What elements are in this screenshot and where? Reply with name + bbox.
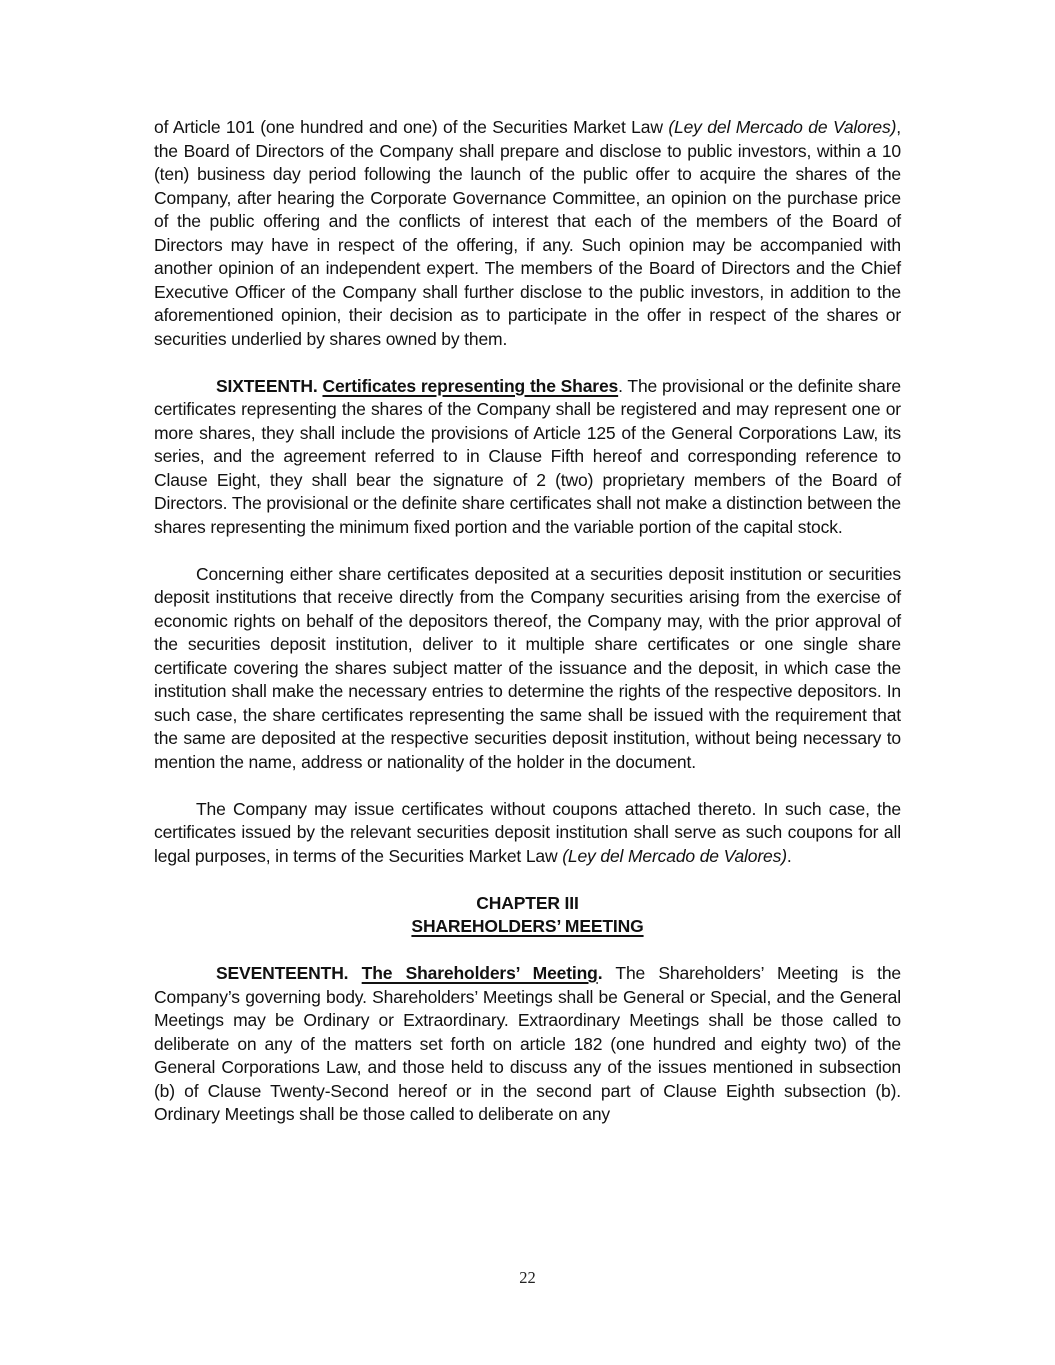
paragraph-text: of Article 101 (one hundred and one) of the Securities Market Law [154, 117, 669, 137]
chapter-heading [154, 892, 901, 939]
clause-title: The Shareholders’ Meeting [361, 963, 598, 983]
clause-number: SEVENTEENTH. [216, 963, 362, 983]
clause-body: . The provisional or the definite share certificates representing the shares of the Company shall be registered and may represent one or more shares, they shall include the provisions of Article 125 of the General Corporations Law, its series, and the agreement referred to in Clause Fifth hereof and corresponding reference to Clause Eight, they shall bear the signature of 2 (two) proprietary members of the Board of Directors. The provisional or the definite share certificates shall not make a distinction between the shares representing the minimum fixed portion and the variable portion of the capital stock. [154, 375, 901, 537]
page-footer [0, 1266, 1055, 1290]
page-number: 22 [519, 1268, 536, 1287]
law-name-italic: (Ley del Mercado de Valores) [562, 845, 787, 866]
chapter-subtitle: SHAREHOLDERS’ MEETING [411, 916, 644, 936]
clause-title-period: . [597, 963, 603, 983]
clause-number: SIXTEENTH. [216, 375, 323, 396]
clause-body: The Shareholders’ Meeting is the Company’s governing body. Shareholders’ Meetings shall be General or Special, and the General Meetings may be Ordinary or Extraordinary. Extraordinary Meetings shall be those called to deliberate on any of the matters set forth on article 182 (one hundred and eighty two) of the General Corporations Law, and those held to discuss any of the issues mentioned in subsection (b) of Clause Twenty-Second hereof or in the second part of Clause Eighth subsection (b). Ordinary Meetings shall be those called to deliberate on any [154, 963, 901, 1124]
paragraph-text: , the Board of Directors of the Company shall prepare and disclose to public investors, within a 10 (ten) business day period following the launch of the public offer to acquire the shares of the Company, after hearing the Corporate Governance Committee, an opinion on the purchase price of the public offering and the conflicts of interest that each of the members of the Board of Directors may have in respect of the offering, if any. Such opinion may be accompanied with another opinion of an independent expert. The members of the Board of Directors and the Chief Executive Officer of the Company shall further disclose to the public investors, in addition to the aforementioned opinion, their decision as to participate in the offer in respect of the shares or securities underlied by shares owned by them. [154, 117, 901, 349]
clause-sixteenth-paragraph [154, 375, 901, 540]
paragraph-text: The Company may issue certificates without coupons attached thereto. In such case, the certificates issued by the relevant securities deposit institution shall serve as such coupons for all legal purposes, in terms of the Securities Market Law [154, 798, 901, 866]
paragraph-text: . [786, 845, 792, 866]
paragraph-deposit-institution [154, 563, 901, 775]
paragraph-text: Concerning either share certificates deposited at a securities deposit institution or securities deposit institutions that receive directly from the Company securities arising from the exercise of economic rights on behalf of the depositors thereof, the Company may, with the prior approval of the securities deposit institution, deliver to it multiple share certificates or one single share certificate covering the shares subject matter of the issuance and the deposit, in which case the institution shall make the necessary entries to determine the rights of the respective depositors. In such case, the share certificates representing the same shall be issued with the requirement that the same are deposited at the respective securities deposit institution, without being necessary to mention the name, address or nationality of the holder in the document. [154, 563, 901, 772]
clause-seventeenth-paragraph [154, 962, 901, 1127]
law-name-italic: (Ley del Mercado de Valores) [668, 117, 897, 137]
clause-title: Certificates representing the Shares [322, 375, 619, 396]
paragraph-article-101-opinion [154, 116, 901, 351]
chapter-title: CHAPTER III [476, 892, 579, 913]
paragraph-coupons [154, 798, 901, 869]
